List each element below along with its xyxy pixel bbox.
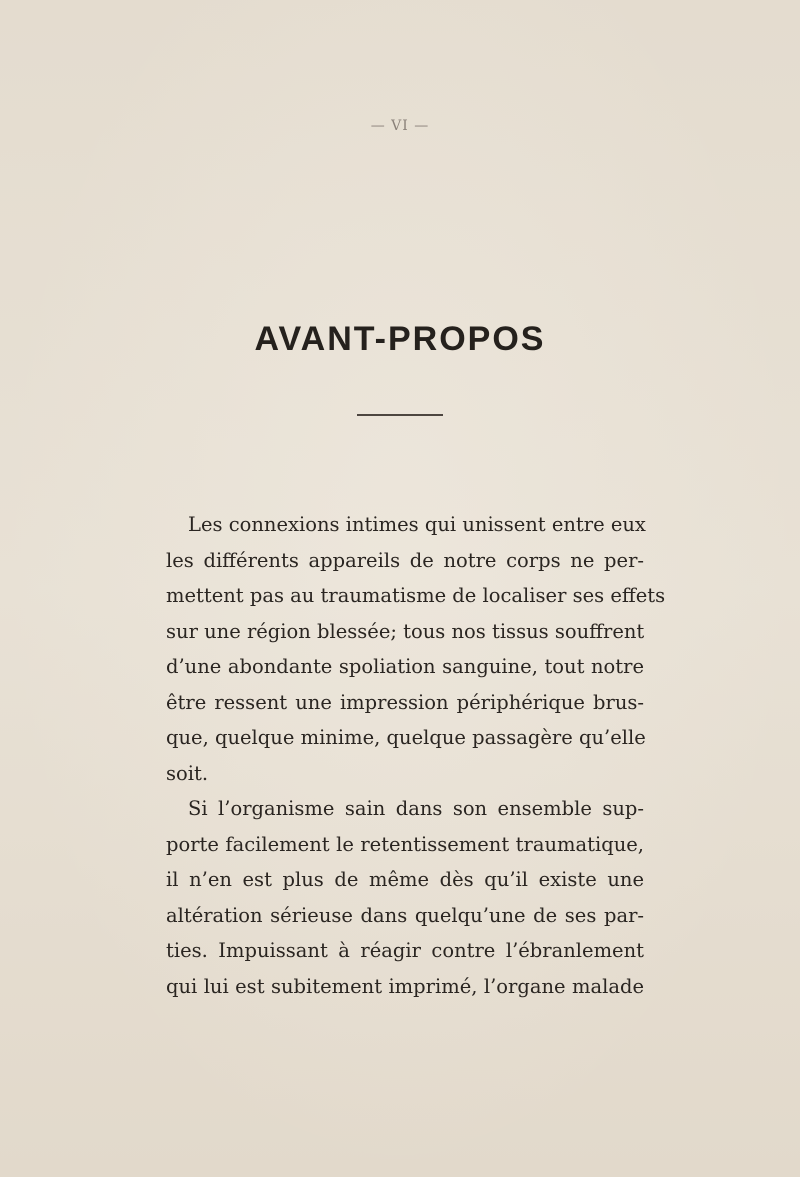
text-line: mettent pas au traumatisme de localiser ses effets [166, 584, 666, 607]
text-line: être ressent une impression périphérique brus- [166, 690, 644, 714]
chapter-title: AVANT-PROPOS [254, 320, 546, 358]
page-number: — VI — [370, 118, 430, 134]
paragraph-1 [166, 507, 666, 791]
text-line: il n’en est plus de même dès qu’il existe une [166, 868, 644, 891]
text-line: ties. Impuissant à réagir contre l’ébranlement [166, 939, 644, 962]
text-line: d’une abondante spoliation sanguine, tout notre [166, 655, 644, 678]
text-line: Les connexions intimes qui unissent entre eux [188, 513, 646, 536]
text-line: sur une région blessée; tous nos tissus souffrent [166, 619, 645, 643]
text-line: porte facilement le retentissement traumatique, [166, 832, 644, 856]
text-line: les différents appareils de notre corps ne per- [166, 548, 644, 572]
text-line: altération sérieuse dans quelqu’une de ses par- [166, 903, 644, 927]
title-divider [357, 414, 443, 416]
text-line: soit. [166, 761, 209, 785]
paragraph-2 [166, 791, 644, 1004]
text-line: Si l’organisme sain dans son ensemble sup- [188, 797, 644, 820]
text-line: que, quelque minime, quelque passagère qu’elle [166, 726, 646, 749]
body-text [166, 507, 666, 1004]
text-line: qui lui est subitement imprimé, l’organe malade [166, 974, 644, 998]
